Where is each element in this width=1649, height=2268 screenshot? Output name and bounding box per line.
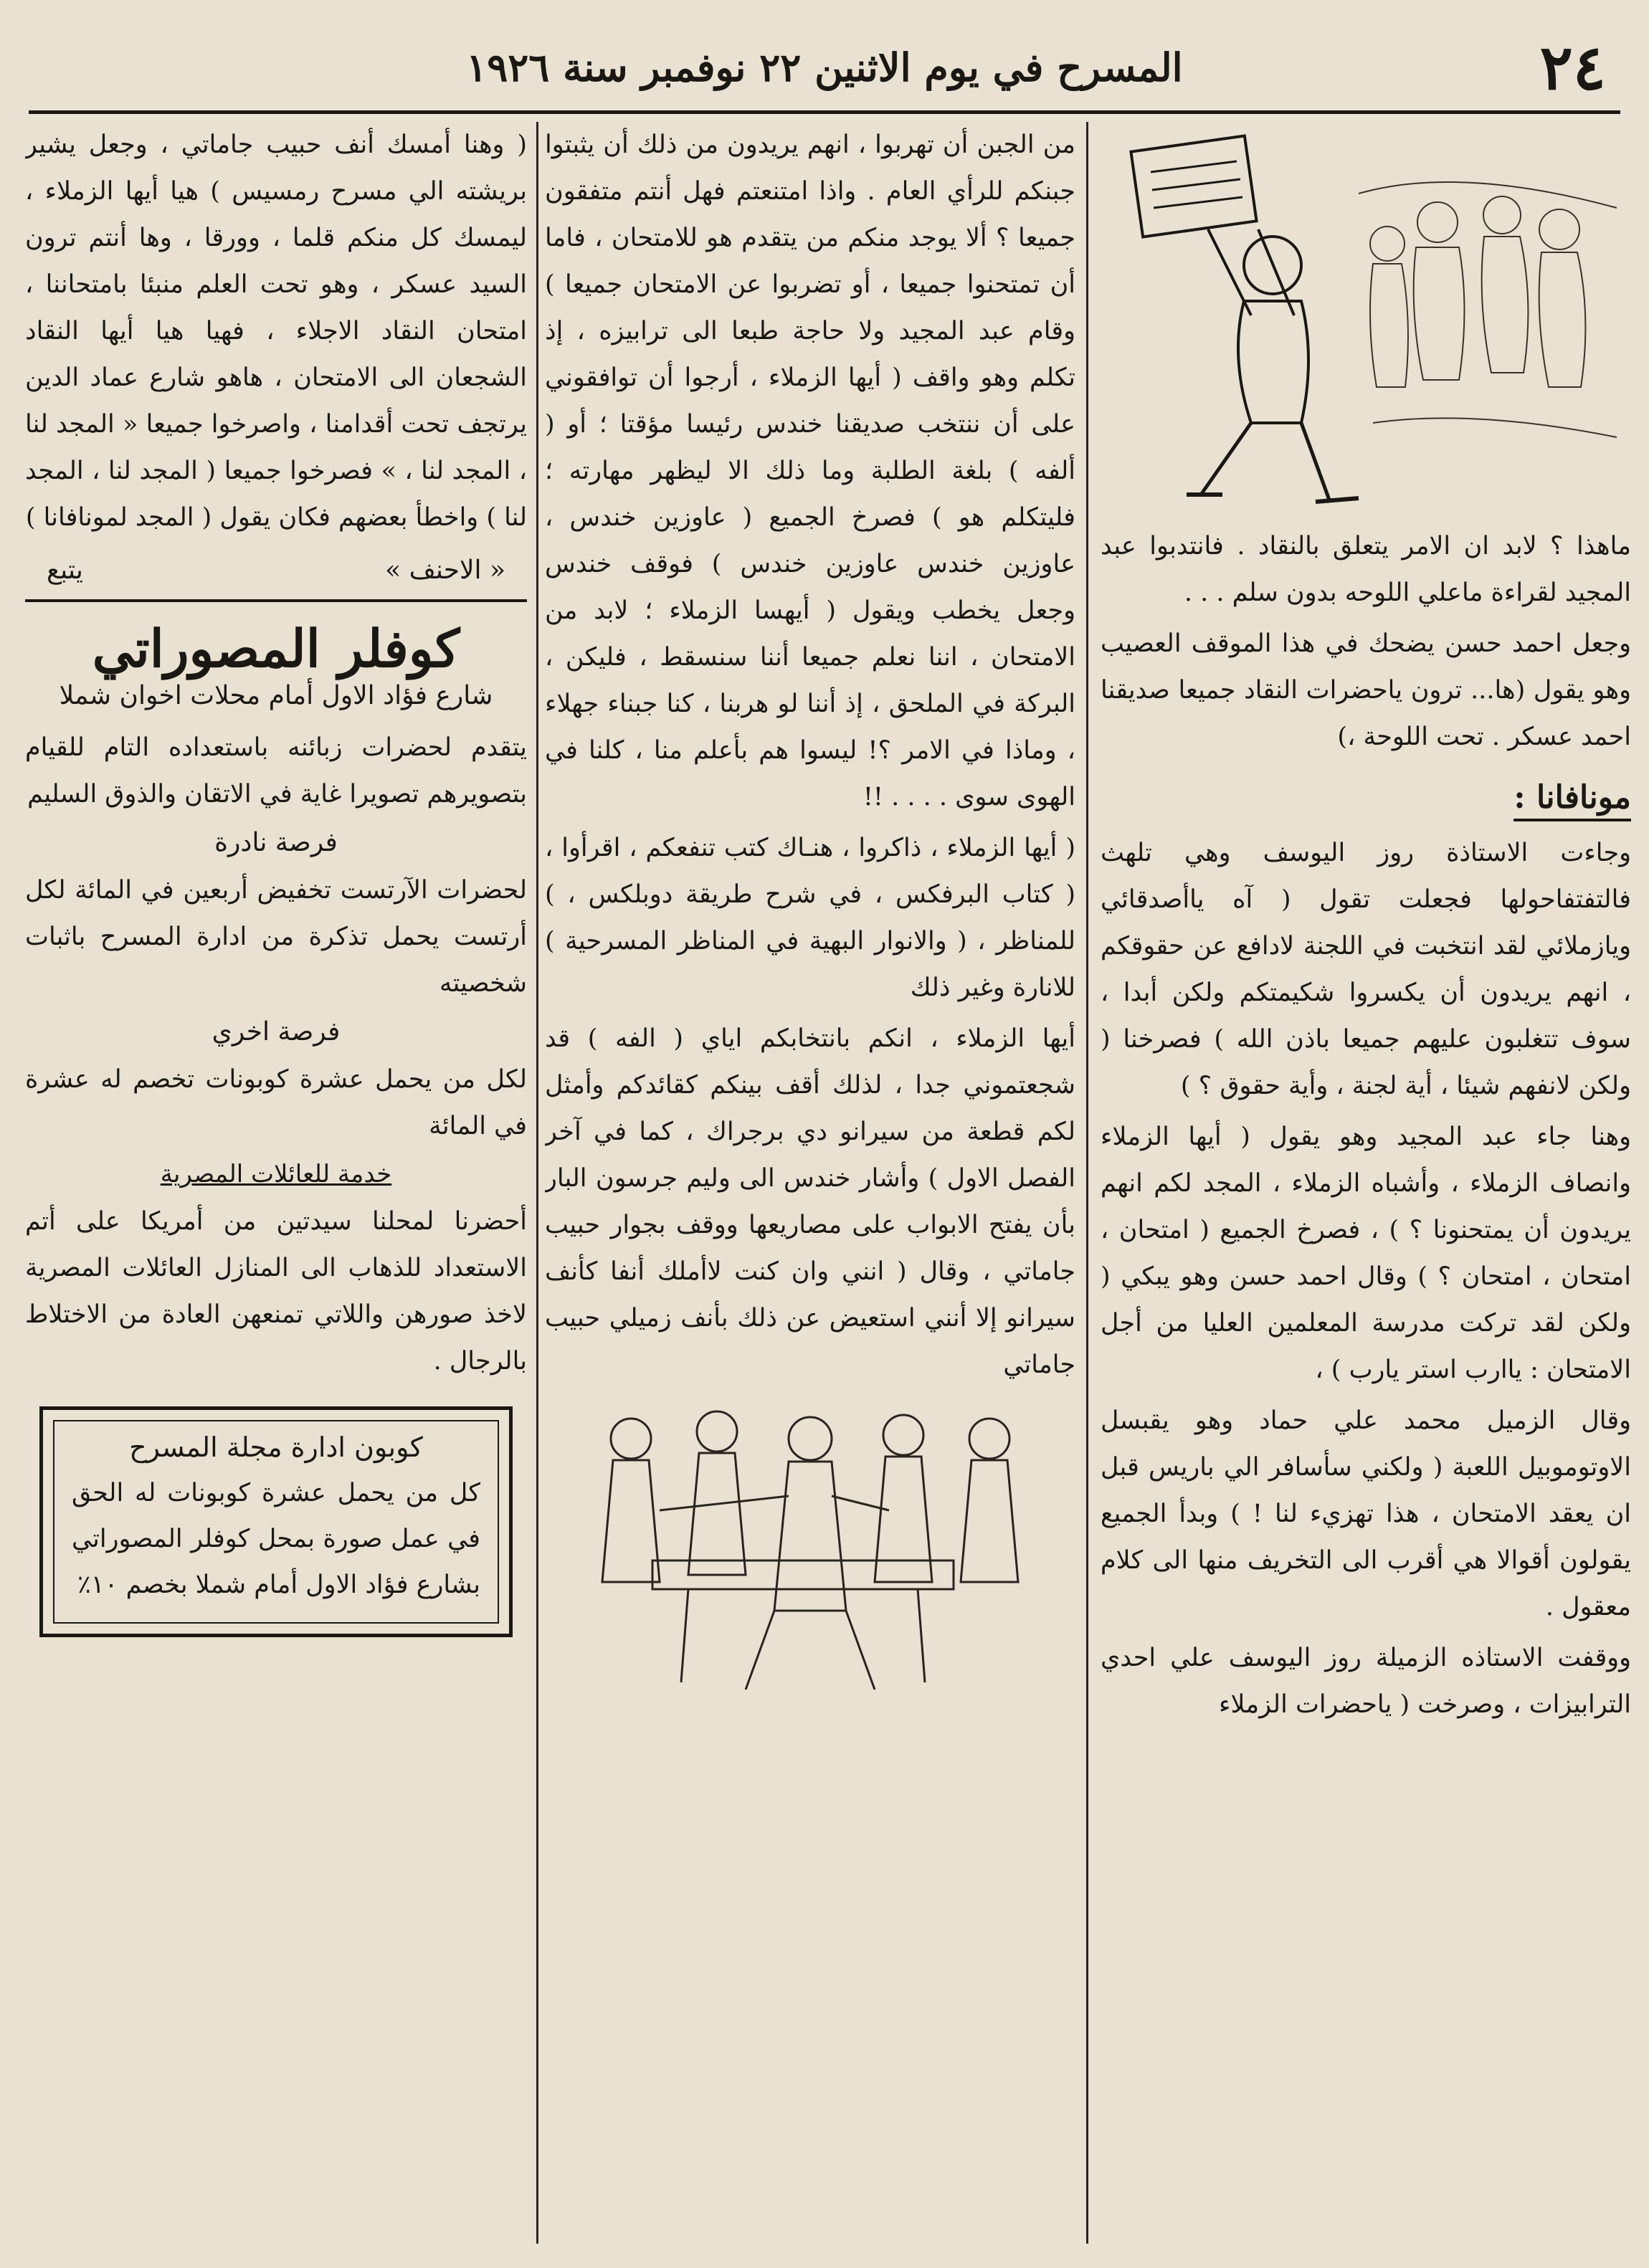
ad-offer1-text: لحضرات الآرتست تخفيض أربعين في المائة لكل أرتست يحمل تذكرة من ادارة المسرح باثبات شخصيته bbox=[25, 876, 527, 998]
ad-title: كوفلر المصوراتي bbox=[92, 618, 460, 679]
page-title: المسرح في يوم الاثنين ٢٢ نوفمبر سنة ١٩٢٦ bbox=[466, 44, 1183, 90]
column-divider-right bbox=[1086, 122, 1088, 2244]
right-column bbox=[1101, 122, 1631, 2244]
left-column bbox=[25, 122, 527, 2244]
middle-paragraph-1: من الجبن أن تهربوا ، انهم يريدون من ذلك أن يثبتوا جبنكم للرأي العام . واذا امتنعتم فهل أنتم متفقون جميعا ؟ ألا يوجد منكم من يتقدم هو للامتحان ، فاما أن تمتحنوا جميعا ، أو تضربوا عن الامتحان جميعا ) وقام عبد المجيد ولا حاجة طبعا الى ترابيزه ، إذ تكلم وهو واقف ( أيها الزملاء ، أرجوا أن توافقوني على أن ننتخب صديقنا خندس رئيسا مؤقتا ؛ أو ( ألفه ) بلغة الطلبة وما ذلك الا ليظهر مهارته ؛ فليتكلم هو ) فصرخ الجميع ( عاوزين خندس ، عاوزين خندس عاوزين خندس ) فوقف خندس وجعل يخطب ويقول ( أيهسا الزملاء ؛ لابد من الامتحان ، اننا نعلم جميعا أننا سنسقط ، فليكن ، البركة في الملحق ، إذ أننا لو هربنا ، كنا جبناء جهلاء ، وماذا في الامر ؟! ليسوا هم بأعلم منا ، كلنا في الهوى سوى . . . . !! bbox=[545, 130, 1075, 811]
header-rule bbox=[29, 110, 1620, 114]
section-title-text: مونافانا : bbox=[1513, 779, 1631, 821]
middle-paragraph-2: ( أيها الزملاء ، ذاكروا ، هنـاك كتب تنفعكم ، اقرأوا ، ( كتاب البرفكس ، في شرح طريقة دوبلكس ، ) للمناظر ، ( والانوار البهية في المناظر المسرحية ) للانارة وغير ذلك bbox=[545, 834, 1075, 1002]
ad-offer2-title: فرصة اخري bbox=[212, 1017, 341, 1047]
right-section-paragraph-1: وجاءت الاستاذة روز اليوسف وهي تلهث فالتفتفاحولها فجعلت تقول ( آه ياأصدقائي ويازملائي لقد انتخبت في اللجنة لادافع عن حقوقكم ، انهم يريدون أن يكسروا شكيمتكم ولكن أبدا ، سوف تتغلبون عليهم جميعا باذن الله ) فصرخنا ( ولكن لانفهم شيئا ، أية لجنة ، وأية حقوق ؟ ) bbox=[1101, 839, 1631, 1100]
page-header bbox=[29, 29, 1620, 108]
author-signature: « الاحنف » bbox=[385, 556, 505, 585]
page-number: ٢٤ bbox=[1539, 32, 1606, 104]
right-paragraph-2: وجعل احمد حسن يضحك في هذا الموقف العصيب وهو يقول (ها... ترون ياحضرات النقاد جميعا صديقنا احمد عسكر . تحت اللوحة ،) bbox=[1101, 629, 1631, 751]
right-section-paragraph-2: وهنا جاء عبد المجيد وهو يقول ( أيها الزملاء وانصاف الزملاء ، وأشباه الزملاء ، المجد لكم انهم يريدون أن يمتحنونا ؟ ) ، فصرخ الجميع ( امتحان ، امتحان ، امتحان ؟ ) وقال احمد حسن وهو يبكي ( ولكن لقد تركت مدرسة المعلمين العليا من أجل الامتحان : ياارب استر يارب ) ، bbox=[1101, 1123, 1631, 1384]
ad-offer1-title: فرصة نادرة bbox=[214, 828, 338, 857]
photographer-ad bbox=[25, 616, 527, 1385]
ad-intro: يتقدم لحضرات زبائنه باستعداده التام للقيام بتصويرهم تصويرا غاية في الاتقان والذوق السليم bbox=[25, 733, 527, 809]
middle-paragraph-3: أيها الزملاء ، انكم بانتخابكم اياي ( الفه ) قد شجعتموني جدا ، لذلك أقف بينكم كقائدكم وأمثل لكم قطعة من سيرانو دي برجراك ، كما في آخر الفصل الاول ) وأشار خندس الى وليم جرسون البار بأن يفتح الابواب على مصاريعها ووقف بجوار حبيب جاماتي ، وقال ( انني وان كنت لاأملك أنفا كأنف سيرانو إلا أنني استعيض عن ذلك بأنف زميلي حبيب جاماتي bbox=[545, 1024, 1075, 1379]
right-paragraph-1: ماهذا ؟ لابد ان الامر يتعلق بالنقاد . فانتدبوا عبد المجيد لقراءة ماعلي اللوحه بدون سلم . . . bbox=[1101, 532, 1631, 607]
signoff bbox=[47, 556, 505, 585]
continued-label: يتبع bbox=[47, 556, 83, 585]
cartoon-group-illustration bbox=[545, 1396, 1075, 1697]
coupon-inner bbox=[53, 1420, 499, 1624]
ad-separator bbox=[25, 599, 527, 602]
right-section-paragraph-4: ووقفت الاستاذه الزميلة روز اليوسف علي احدي الترابيزات ، وصرخت ( ياحضرات الزملاء bbox=[1101, 1644, 1631, 1719]
coupon-title: كوبون ادارة مجلة المسرح bbox=[129, 1431, 423, 1463]
ad-subtitle: شارع فؤاد الاول أمام محلات اخوان شملا bbox=[59, 681, 493, 710]
cartoon-sign-illustration bbox=[1101, 122, 1631, 523]
ad-offer2-text: لكل من يحمل عشرة كوبونات تخصم له عشرة في المائة bbox=[25, 1065, 527, 1140]
left-paragraph-1: ( وهنا أمسك أنف حبيب جاماتي ، وجعل يشير بريشته الي مسرح رمسيس ) هيا أيها الزملاء ، ليمسك كل منكم قلما ، وورقا ، وها أنتم ترون السيد عسكر ، وهو تحت العلم منبئا بامتحاننا ، امتحان النقاد الاجلاء ، فهيا هيا أيها النقاد الشجعان الى الامتحان ، هاهو شارع عماد الدين يرتجف تحت أقدامنا ، واصرخوا جميعا « المجد لنا ، المجد لنا ، » فصرخوا جميعا ( المجد لنا ، المجد لنا ) واخطأ بعضهم فكان يقول ( المجد لمونافانا ) bbox=[25, 130, 527, 532]
ad-closing: أحضرنا لمحلنا سيدتين من أمريكا على أتم الاستعداد للذهاب الى المنازل العائلات المصرية لاخذ صورهن واللاتي تمنعهن العادة من الاختلاط بالرجال . bbox=[25, 1207, 527, 1376]
coupon-box bbox=[39, 1406, 513, 1637]
ad-footer: خدمة للعائلات المصرية bbox=[160, 1160, 392, 1188]
column-divider-left bbox=[536, 122, 538, 2244]
coupon-text: كل من يحمل عشرة كوبونات له الحق في عمل صورة بمحل كوفلر المصوراتي بشارع فؤاد الاول أمام شملا بخصم ١٠٪ bbox=[72, 1479, 480, 1599]
middle-column bbox=[545, 122, 1075, 2244]
right-section-paragraph-3: وقال الزميل محمد علي حماد وهو يقبسل الاوتوموبيل اللعبة ( ولكني سأسافر الي باريس قبل ان يعقد الامتحان ، هذا تهزيء لنا ! ) وبدأ الجميع يقولون أقوالا هي أقرب الى التخريف منها الى كلام معقول . bbox=[1101, 1406, 1631, 1621]
section-title bbox=[1101, 779, 1631, 816]
